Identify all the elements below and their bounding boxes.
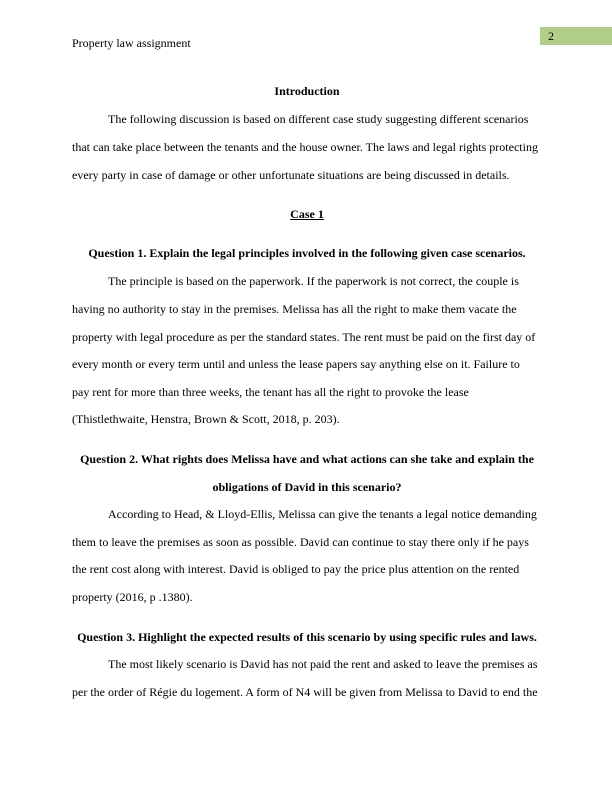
q1-line-5: pay rent for more than three weeks, the tenant has all the right to provoke the lease [72, 385, 469, 399]
q1-line-2: having no authority to stay in the premises. Melissa has all the right to make them vacate the [72, 302, 517, 316]
page-number-badge: 2 [540, 27, 612, 45]
case1-heading: Case 1 [290, 207, 324, 221]
intro-heading: Introduction [274, 84, 340, 98]
q1-line-1: The principle is based on the paperwork. If the paperwork is not correct, the couple is [108, 274, 519, 288]
running-header-title: Property law assignment [72, 36, 191, 50]
q3-heading: Question 3. Highlight the expected results of this scenario by using specific rules and laws. [77, 630, 537, 644]
q2-line-1: According to Head, & Lloyd-Ellis, Melissa can give the tenants a legal notice demanding [108, 507, 537, 521]
intro-line-2: that can take place between the tenants and the house owner. The laws and legal rights protecting [72, 140, 538, 154]
q1-line-3: property with legal procedure as per the standard states. The rent must be paid on the first day of [72, 330, 536, 344]
q3-line-1: The most likely scenario is David has not paid the rent and asked to leave the premises as [108, 657, 538, 671]
intro-line-1: The following discussion is based on different case study suggesting different scenarios [108, 112, 529, 126]
q2-heading-line-2: obligations of David in this scenario? [212, 480, 402, 494]
intro-line-3: every party in case of damage or other unfortunate situations are being discussed in details. [72, 168, 510, 182]
q2-heading-line-1: Question 2. What rights does Melissa have and what actions can she take and explain the [80, 452, 534, 466]
q3-line-2: per the order of Régie du logement. A form of N4 will be given from Melissa to David to end the [72, 685, 538, 699]
q1-heading: Question 1. Explain the legal principles involved in the following given case scenarios. [88, 246, 526, 260]
q2-line-2: them to leave the premises as soon as possible. David can continue to stay there only if he pays [72, 535, 529, 549]
q1-line-6: (Thistlethwaite, Henstra, Brown & Scott, 2018, p. 203). [72, 412, 340, 426]
q2-line-3: the rent cost along with interest. David is obliged to pay the price plus attention on the rented [72, 562, 520, 576]
q2-line-4: property (2016, p .1380). [72, 590, 193, 604]
q1-line-4: every month or every term until and unless the lease papers say anything else on it. Failure to [72, 357, 520, 371]
